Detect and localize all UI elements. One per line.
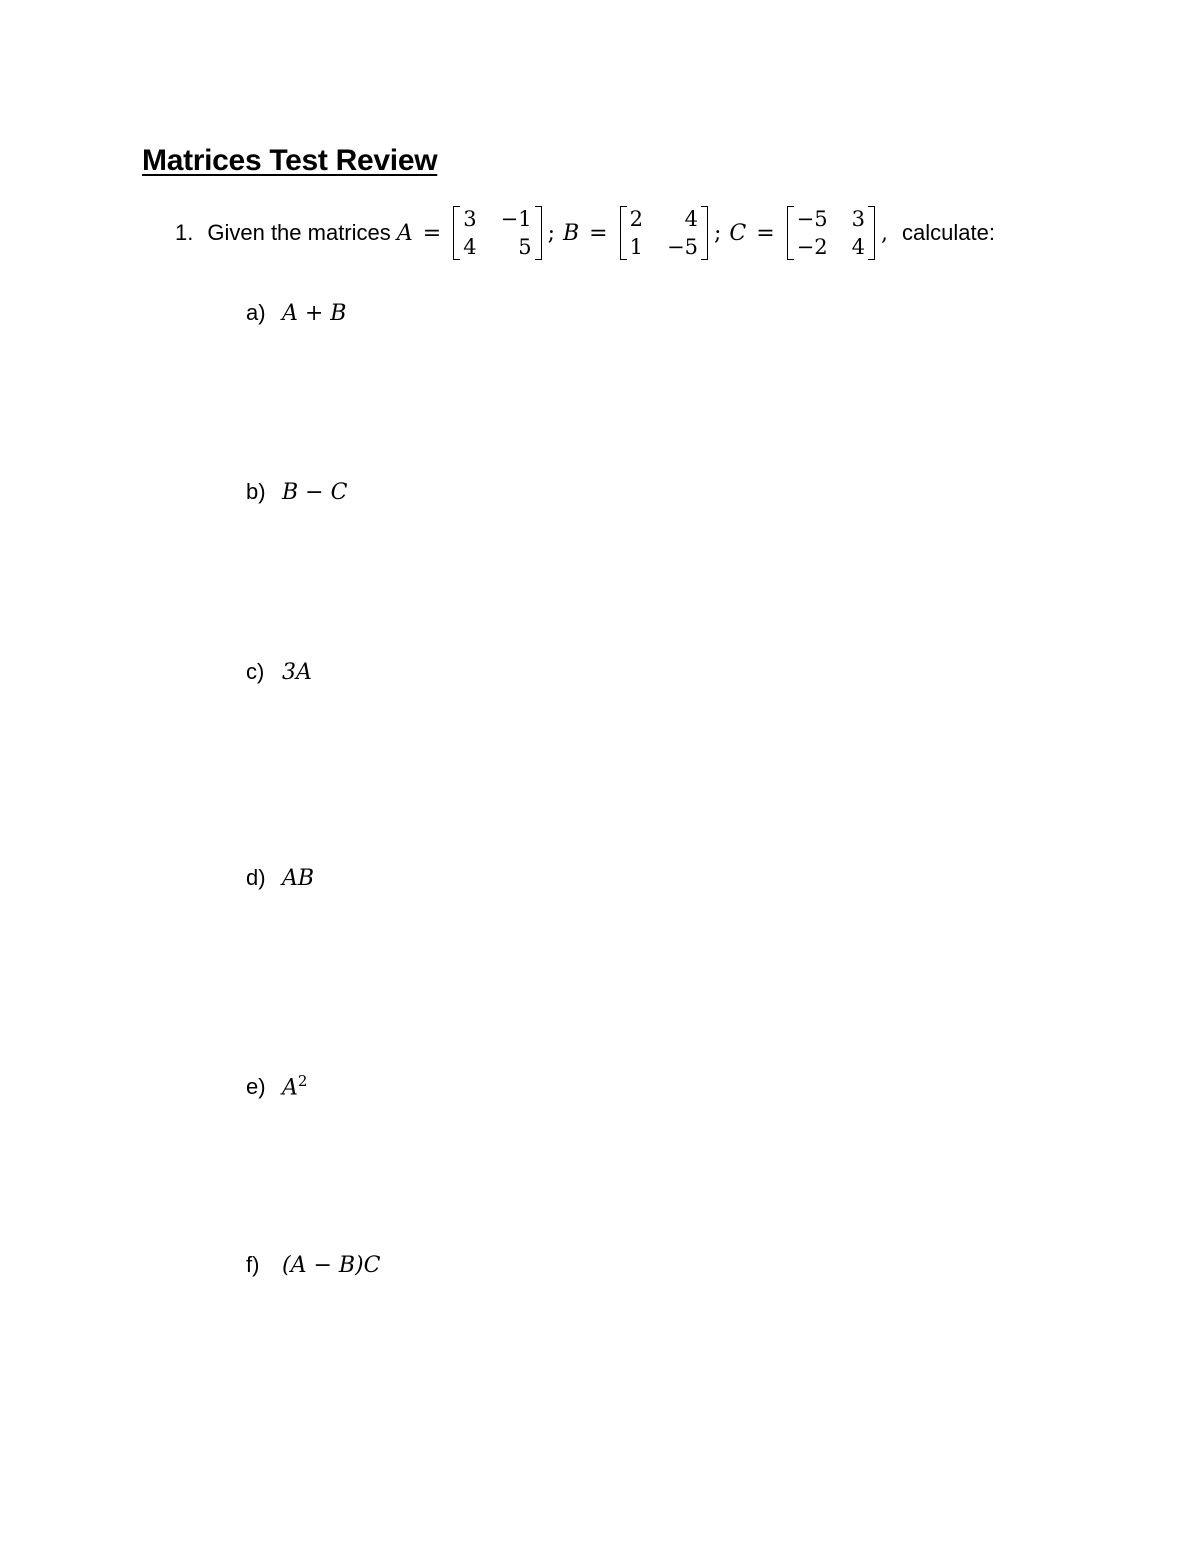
- matrix-c: [787, 204, 875, 262]
- problem-tail: calculate:: [901, 220, 995, 245]
- part-e: [246, 1072, 307, 1100]
- matrix-cell: 4: [463, 235, 477, 259]
- matrix-cell: 4: [684, 207, 698, 231]
- part-label: b): [246, 479, 266, 504]
- page-title: Matrices Test Review: [142, 144, 438, 177]
- matrix-cell: −5: [666, 235, 698, 259]
- separator: ;: [547, 220, 555, 246]
- separator: ;: [713, 220, 722, 246]
- part-label: c): [246, 659, 265, 684]
- part-expression: (A − B)C: [282, 1253, 381, 1278]
- matrix-cell: 2: [629, 207, 643, 231]
- part-expression: B − C: [282, 480, 348, 505]
- part-label: f): [246, 1252, 260, 1277]
- problem-number: 1.: [175, 220, 194, 245]
- part-a: [246, 300, 346, 326]
- equals-sign: =: [589, 220, 608, 246]
- matrix-cell: 3: [463, 207, 477, 231]
- separator: ,: [880, 220, 888, 246]
- problem-intro: Given the matrices: [207, 220, 391, 245]
- part-expression: A + B: [282, 301, 347, 326]
- matrix-a-name: A: [396, 220, 413, 246]
- part-f: [246, 1252, 380, 1278]
- equals-sign: =: [756, 220, 775, 246]
- matrix-b-name: B: [562, 220, 580, 246]
- matrix-cell: −2: [796, 235, 828, 259]
- part-c: [246, 659, 312, 685]
- part-b: [246, 479, 347, 505]
- part-d: [246, 865, 314, 891]
- part-expression: 3A: [282, 660, 312, 685]
- matrix-cell: −5: [796, 207, 828, 231]
- matrix-a: [453, 204, 541, 262]
- matrix-b: [620, 204, 708, 262]
- part-label: e): [246, 1074, 266, 1100]
- part-label: a): [246, 300, 266, 325]
- matrix-cell: 1: [629, 235, 643, 259]
- matrix-cell: 5: [518, 235, 532, 259]
- matrix-cell: 4: [851, 235, 865, 259]
- matrix-cell: −1: [500, 207, 532, 231]
- matrix-cell: 3: [851, 207, 865, 231]
- problem-1: [175, 200, 995, 266]
- exponent: 2: [297, 1072, 308, 1090]
- part-expression-base: A: [282, 1075, 298, 1101]
- equals-sign: =: [422, 220, 442, 246]
- part-expression: [282, 1072, 307, 1100]
- matrix-c-name: C: [729, 220, 747, 246]
- part-label: d): [246, 865, 266, 890]
- part-expression: AB: [282, 866, 315, 891]
